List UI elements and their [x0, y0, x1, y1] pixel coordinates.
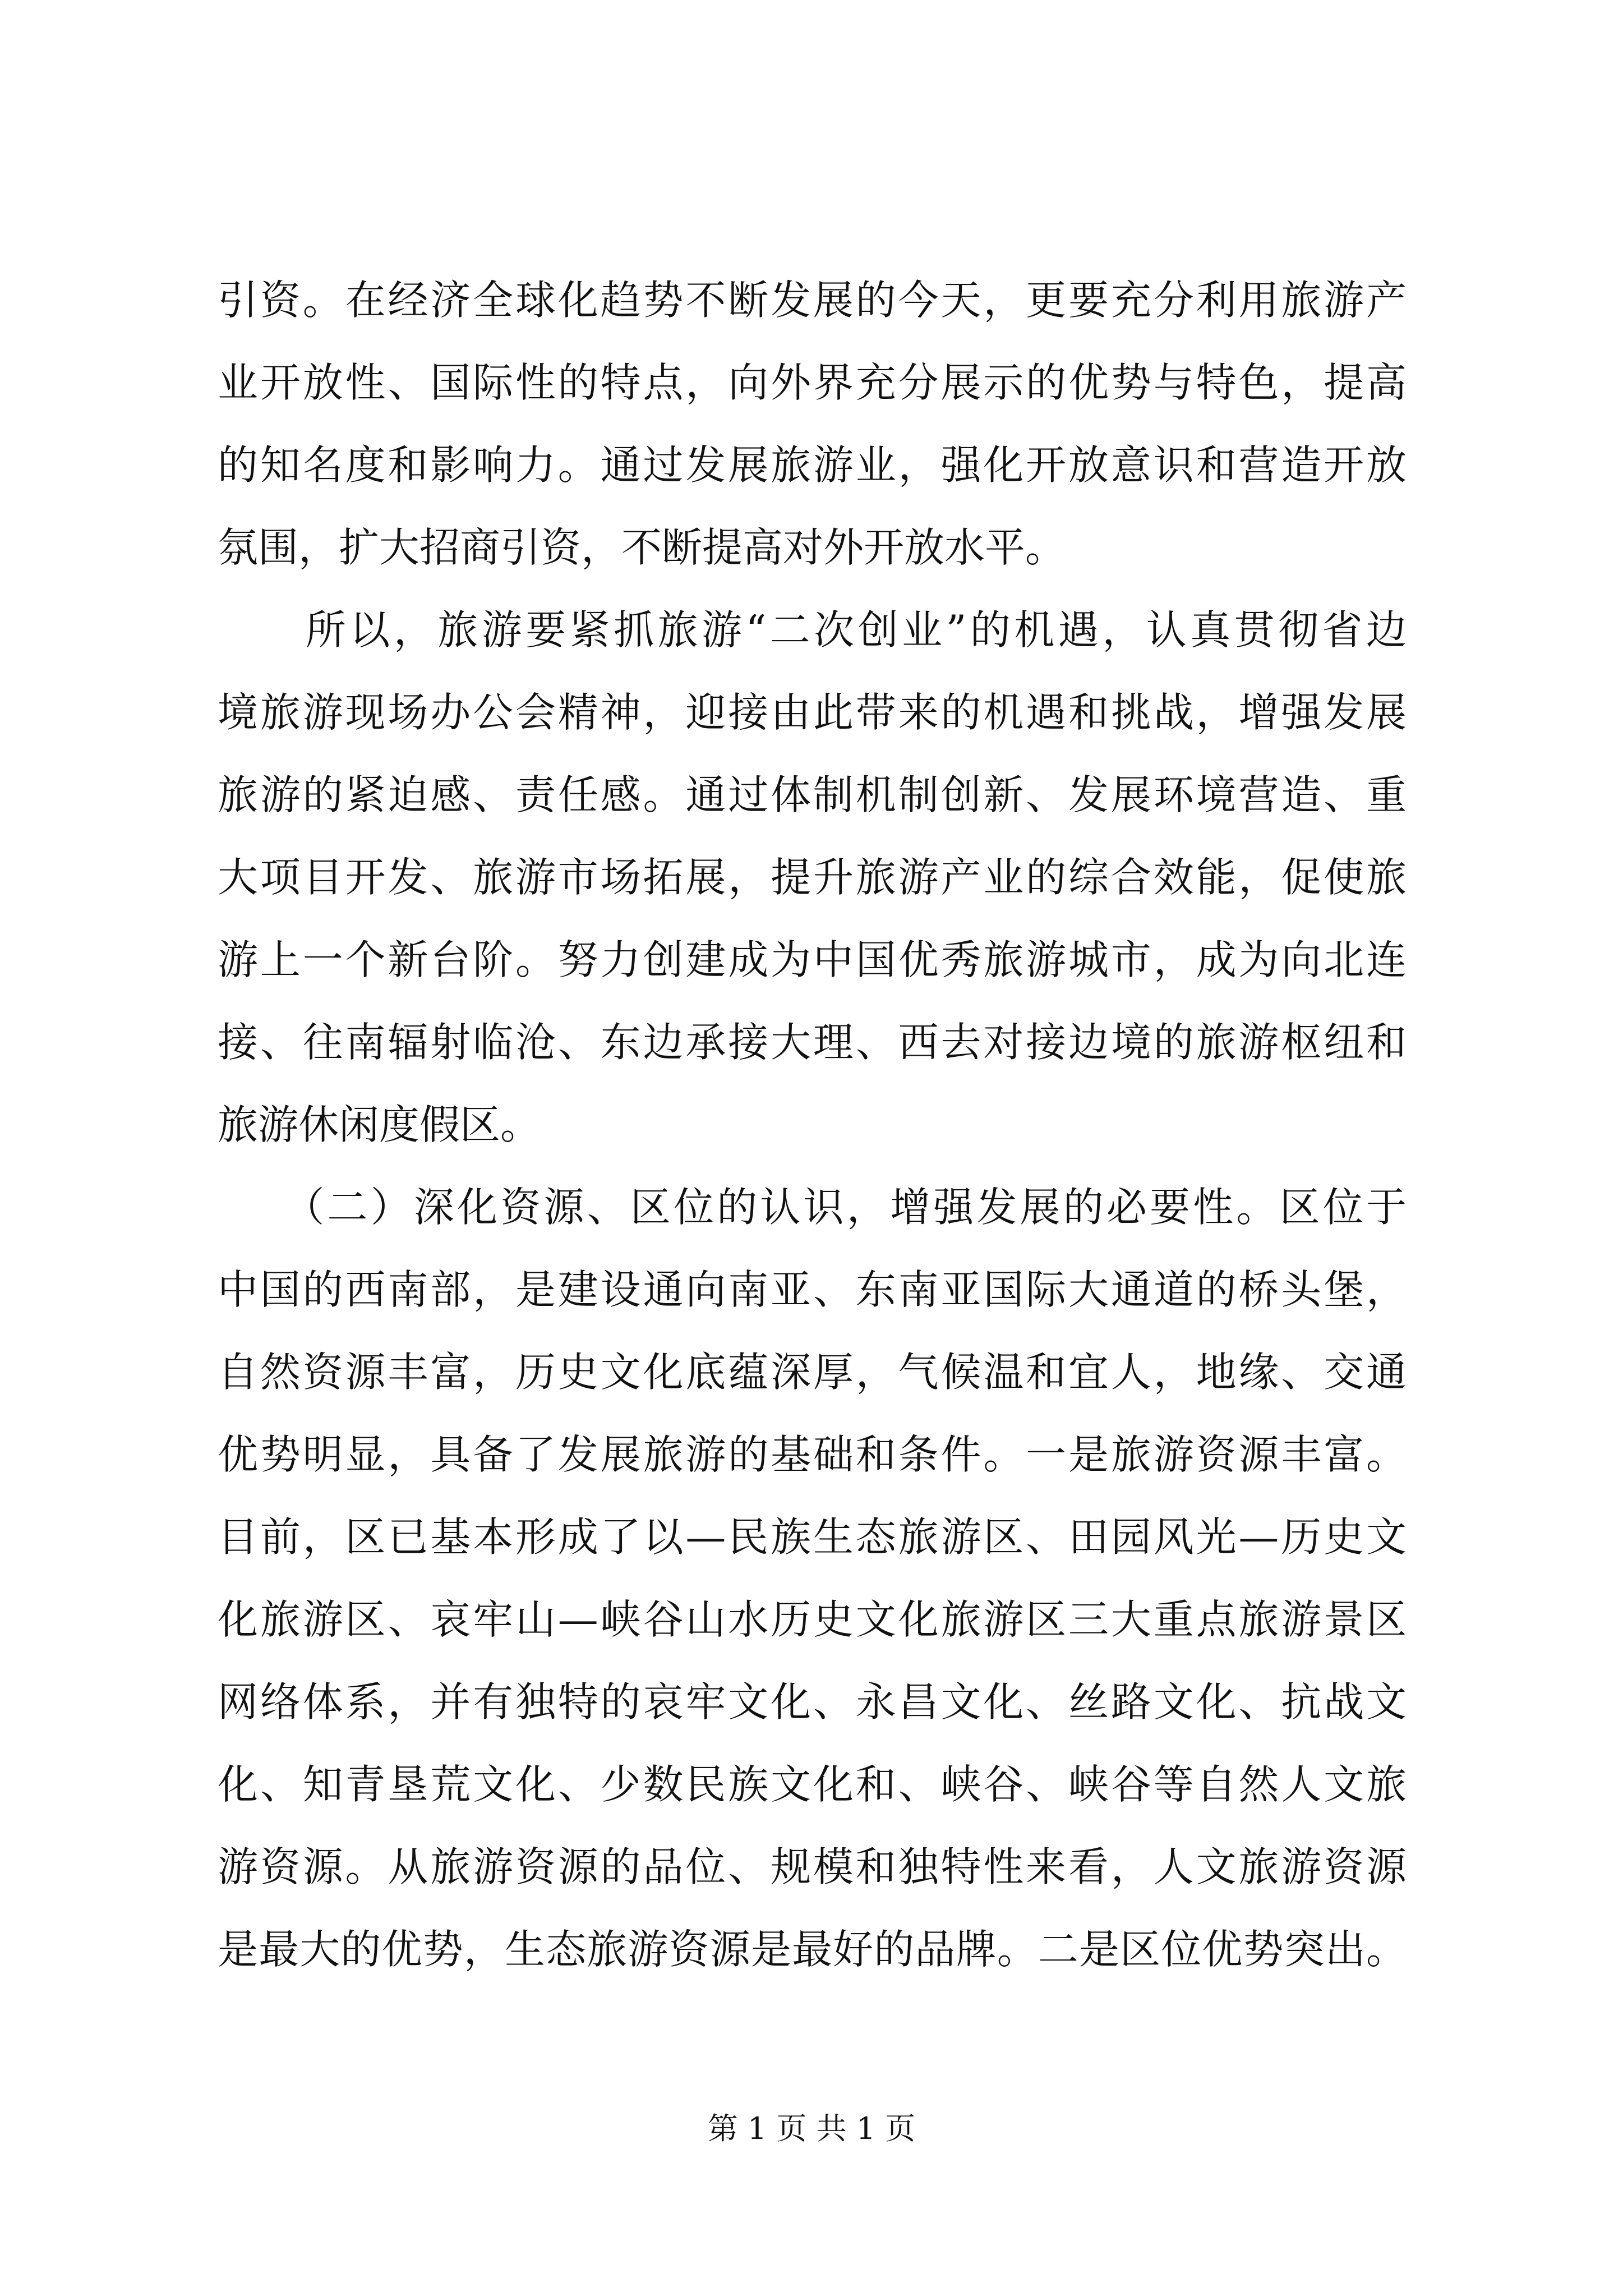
- text-line: 网络体系，并有独特的哀牢文化、永昌文化、丝路文化、抗战文: [218, 1678, 1407, 1726]
- body-text: [218, 259, 1407, 1991]
- text-line: 所以，旅游要紧抓旅游“二次创业”的机遇，认真贯彻省边: [218, 606, 1407, 654]
- text-line: 化旅游区、哀牢山—峡谷山水历史文化旅游区三大重点旅游景区: [218, 1596, 1407, 1643]
- text-line: 的知名度和影响力。通过发展旅游业，强化开放意识和营造开放: [218, 441, 1407, 489]
- text-line: 化、知青垦荒文化、少数民族文化和、峡谷、峡谷等自然人文旅: [218, 1761, 1407, 1808]
- text-line: （二）深化资源、区位的认识，增强发展的必要性。区位于: [218, 1184, 1407, 1231]
- text-line: 大项目开发、旅游市场拓展，提升旅游产业的综合效能，促使旅: [218, 854, 1407, 901]
- text-line: 引资。在经济全球化趋势不断发展的今天，更要充分利用旅游产: [218, 277, 1407, 324]
- text-line: 优势明显，具备了发展旅游的基础和条件。一是旅游资源丰富。: [218, 1431, 1407, 1478]
- text-line: 旅游的紧迫感、责任感。通过体制机制创新、发展环境营造、重: [218, 771, 1407, 818]
- text-line: 旅游休闲度假区。: [218, 1101, 541, 1148]
- text-line: 游资源。从旅游资源的品位、规模和独特性来看，人文旅游资源: [218, 1843, 1407, 1890]
- text-line: 境旅游现场办公会精神，迎接由此带来的机遇和挑战，增强发展: [218, 689, 1407, 736]
- text-line: 自然资源丰富，历史文化底蕴深厚，气候温和宜人，地缘、交通: [218, 1349, 1407, 1396]
- text-line: 业开放性、国际性的特点，向外界充分展示的优势与特色，提高: [218, 359, 1407, 406]
- text-line: 接、往南辐射临沧、东边承接大理、西去对接边境的旅游枢纽和: [218, 1019, 1407, 1066]
- text-line: 中国的西南部，是建设通向南亚、东南亚国际大通道的桥头堡，: [218, 1266, 1407, 1313]
- text-line: 游上一个新台阶。努力创建成为中国优秀旅游城市，成为向北连: [218, 936, 1407, 983]
- page-number-footer: 第 1 页 共 1 页: [707, 2111, 916, 2146]
- text-line: 是最大的优势，生态旅游资源是最好的品牌。二是区位优势突出。: [218, 1926, 1407, 1973]
- text-line: 目前，区已基本形成了以—民族生态旅游区、田园风光—历史文: [218, 1513, 1407, 1561]
- text-line: 氛围，扩大招商引资，不断提高对外开放水平。: [218, 524, 1066, 571]
